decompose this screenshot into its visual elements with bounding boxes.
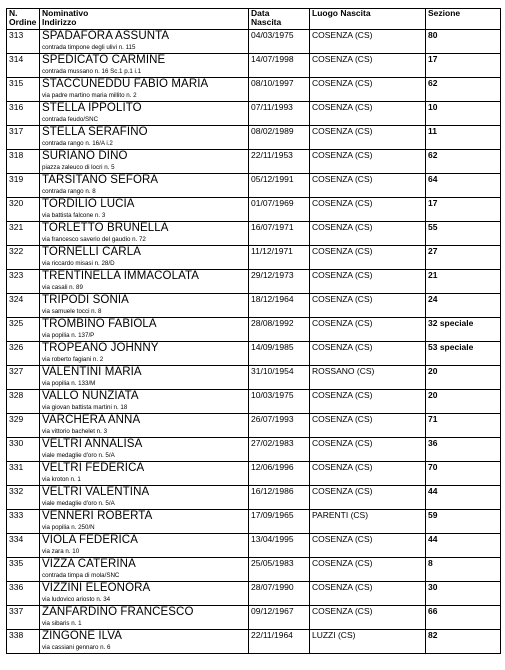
row-address: via riccardo misasi n. 28/D <box>42 260 115 267</box>
header-place-label: Luogo Nascita <box>312 8 371 18</box>
row-birth-date: 14/07/1998 <box>249 54 310 78</box>
row-section: 8 <box>426 558 501 582</box>
table-row <box>7 606 501 630</box>
row-section: 44 <box>426 534 501 558</box>
table-row <box>7 414 501 438</box>
row-name: VELTRI FEDERICA <box>42 462 145 474</box>
row-number: 317 <box>7 126 40 150</box>
row-name: STELLA IPPOLITO <box>42 102 142 114</box>
row-name-cell <box>40 246 249 270</box>
row-number: 336 <box>7 582 40 606</box>
row-birth-place: COSENZA (CS) <box>310 606 426 630</box>
row-birth-place: COSENZA (CS) <box>310 582 426 606</box>
row-name: STELLA SERAFINO <box>42 126 148 138</box>
row-birth-place: COSENZA (CS) <box>310 390 426 414</box>
table-row <box>7 246 501 270</box>
row-birth-date: 22/11/1953 <box>249 150 310 174</box>
row-birth-date: 14/09/1985 <box>249 342 310 366</box>
row-name: TROMBINO FABIOLA <box>42 318 157 330</box>
row-name: ZINGONE ILVA <box>42 630 123 642</box>
row-address: via popilia n. 133/M <box>42 380 96 387</box>
row-name: TORDILIO LUCIA <box>42 198 135 210</box>
row-section: 27 <box>426 246 501 270</box>
row-number: 326 <box>7 342 40 366</box>
row-number: 325 <box>7 318 40 342</box>
row-birth-date: 16/12/1986 <box>249 486 310 510</box>
row-section: 20 <box>426 390 501 414</box>
row-name: ZANFARDINO FRANCESCO <box>42 606 194 618</box>
row-number: 319 <box>7 174 40 198</box>
row-number: 333 <box>7 510 40 534</box>
row-address: via francesco saverio del gaudio n. 72 <box>42 236 146 243</box>
row-birth-place: COSENZA (CS) <box>310 222 426 246</box>
row-birth-place: ROSSANO (CS) <box>310 366 426 390</box>
row-address: contrada rango n. 16/A i.2 <box>42 140 113 147</box>
row-name-cell <box>40 582 249 606</box>
row-name: TORLETTO BRUNELLA <box>42 222 169 234</box>
row-birth-place: COSENZA (CS) <box>310 246 426 270</box>
row-number: 321 <box>7 222 40 246</box>
table-row <box>7 102 501 126</box>
row-birth-place: COSENZA (CS) <box>310 150 426 174</box>
row-birth-date: 05/12/1991 <box>249 174 310 198</box>
row-birth-date: 09/12/1967 <box>249 606 310 630</box>
row-name-cell <box>40 102 249 126</box>
row-birth-date: 31/10/1954 <box>249 366 310 390</box>
header-name-line1: Nominativo <box>42 8 89 18</box>
row-name: VIOLA FEDERICA <box>42 534 138 546</box>
row-address: via ludovico ariosto n. 34 <box>42 596 111 603</box>
row-section: 55 <box>426 222 501 246</box>
table-row <box>7 366 501 390</box>
table-row <box>7 390 501 414</box>
table-row <box>7 510 501 534</box>
row-number: 331 <box>7 462 40 486</box>
row-name: TROPEANO JOHNNY <box>42 342 159 354</box>
row-name-cell <box>40 174 249 198</box>
row-section: 17 <box>426 54 501 78</box>
table-row <box>7 198 501 222</box>
table-row <box>7 534 501 558</box>
row-birth-date: 26/07/1993 <box>249 414 310 438</box>
row-section: 30 <box>426 582 501 606</box>
row-birth-place: COSENZA (CS) <box>310 294 426 318</box>
row-address: contrada feudo/SNC <box>42 116 99 123</box>
table-row <box>7 222 501 246</box>
row-birth-date: 28/07/1990 <box>249 582 310 606</box>
row-address: via padre martino maria millito n. 2 <box>42 92 137 99</box>
row-birth-date: 28/08/1992 <box>249 318 310 342</box>
row-section: 44 <box>426 486 501 510</box>
row-birth-place: COSENZA (CS) <box>310 30 426 54</box>
row-number: 316 <box>7 102 40 126</box>
row-section: 62 <box>426 150 501 174</box>
header-number-line2: Ordine <box>9 17 37 27</box>
row-address: via cassiani gennaro n. 6 <box>42 644 111 651</box>
row-number: 324 <box>7 294 40 318</box>
row-name-cell <box>40 150 249 174</box>
row-address: contrada timpone degli ulivi n. 115 <box>42 44 136 51</box>
row-name: TORNELLI CARLA <box>42 246 141 258</box>
row-birth-date: 11/12/1971 <box>249 246 310 270</box>
row-name-cell <box>40 30 249 54</box>
row-birth-place: COSENZA (CS) <box>310 342 426 366</box>
header-name <box>40 9 249 30</box>
row-birth-place: COSENZA (CS) <box>310 558 426 582</box>
row-name: VELTRI ANNALISA <box>42 438 143 450</box>
row-name-cell <box>40 510 249 534</box>
table-row <box>7 462 501 486</box>
row-address: via samuele tocci n. 8 <box>42 308 102 315</box>
header-section <box>426 9 501 30</box>
row-number: 330 <box>7 438 40 462</box>
row-name-cell <box>40 342 249 366</box>
row-name-cell <box>40 462 249 486</box>
row-name-cell <box>40 126 249 150</box>
row-address: via giovan battista martini n. 18 <box>42 404 128 411</box>
row-name-cell <box>40 270 249 294</box>
row-birth-date: 22/11/1964 <box>249 630 310 654</box>
header-birth-place <box>310 9 426 30</box>
table-row <box>7 126 501 150</box>
row-birth-date: 29/12/1973 <box>249 270 310 294</box>
row-name-cell <box>40 438 249 462</box>
row-section: 36 <box>426 438 501 462</box>
table-row <box>7 78 501 102</box>
table-row <box>7 318 501 342</box>
table-body <box>7 30 501 654</box>
row-address: contrada rango n. 8 <box>42 188 96 195</box>
row-name-cell <box>40 198 249 222</box>
row-name: VIZZINI ELEONORA <box>42 582 151 594</box>
row-section: 71 <box>426 414 501 438</box>
row-number: 338 <box>7 630 40 654</box>
row-section: 32 speciale <box>426 318 501 342</box>
row-number: 327 <box>7 366 40 390</box>
row-birth-place: COSENZA (CS) <box>310 486 426 510</box>
row-birth-date: 07/11/1993 <box>249 102 310 126</box>
row-birth-date: 08/10/1997 <box>249 78 310 102</box>
table-header <box>7 9 501 30</box>
row-name: VALLO NUNZIATA <box>42 390 139 402</box>
header-number-line1: N. <box>9 8 18 18</box>
row-name-cell <box>40 558 249 582</box>
row-number: 313 <box>7 30 40 54</box>
table-row <box>7 630 501 654</box>
row-birth-date: 18/12/1964 <box>249 294 310 318</box>
row-section: 20 <box>426 366 501 390</box>
header-date-line1: Data <box>251 8 270 18</box>
row-birth-date: 12/06/1996 <box>249 462 310 486</box>
row-address: via popilia n. 250/N <box>42 524 95 531</box>
row-birth-date: 08/02/1989 <box>249 126 310 150</box>
table-row <box>7 294 501 318</box>
table-row <box>7 486 501 510</box>
row-section: 24 <box>426 294 501 318</box>
row-name: SPEDICATO CARMINE <box>42 54 166 66</box>
row-section: 70 <box>426 462 501 486</box>
row-birth-place: COSENZA (CS) <box>310 126 426 150</box>
header-date-line2: Nascita <box>251 17 282 27</box>
row-birth-place: COSENZA (CS) <box>310 414 426 438</box>
row-address: viale medaglie d'oro n. 5/A <box>42 452 115 459</box>
row-section: 53 speciale <box>426 342 501 366</box>
table-row <box>7 582 501 606</box>
header-number <box>7 9 40 30</box>
row-name-cell <box>40 534 249 558</box>
row-birth-date: 04/03/1975 <box>249 30 310 54</box>
row-number: 334 <box>7 534 40 558</box>
row-number: 337 <box>7 606 40 630</box>
row-address: via zara n. 10 <box>42 548 80 555</box>
row-name-cell <box>40 366 249 390</box>
row-number: 315 <box>7 78 40 102</box>
row-section: 17 <box>426 198 501 222</box>
row-section: 64 <box>426 174 501 198</box>
header-section-label: Sezione <box>428 8 461 18</box>
row-section: 21 <box>426 270 501 294</box>
row-birth-place: COSENZA (CS) <box>310 102 426 126</box>
row-birth-place: COSENZA (CS) <box>310 198 426 222</box>
row-address: via vittorio bachelet n. 3 <box>42 428 108 435</box>
row-birth-place: LUZZI (CS) <box>310 630 426 654</box>
row-name-cell <box>40 294 249 318</box>
table-row <box>7 30 501 54</box>
row-name-cell <box>40 222 249 246</box>
row-name-cell <box>40 414 249 438</box>
row-name: TRIPODI SONIA <box>42 294 129 306</box>
row-name-cell <box>40 630 249 654</box>
row-name: SURIANO DINO <box>42 150 128 162</box>
row-section: 10 <box>426 102 501 126</box>
row-birth-place: COSENZA (CS) <box>310 438 426 462</box>
row-name: VARCHERA ANNA <box>42 414 141 426</box>
row-section: 82 <box>426 630 501 654</box>
roster-table <box>6 8 501 654</box>
table-row <box>7 150 501 174</box>
row-birth-place: COSENZA (CS) <box>310 174 426 198</box>
row-address: contrada timpa di mola/SNC <box>42 572 120 579</box>
row-birth-place: COSENZA (CS) <box>310 270 426 294</box>
row-name: VIZZA CATERINA <box>42 558 136 570</box>
row-name-cell <box>40 78 249 102</box>
row-name-cell <box>40 318 249 342</box>
header-row <box>7 9 501 30</box>
row-number: 318 <box>7 150 40 174</box>
header-birth-date <box>249 9 310 30</box>
row-name: VENNERI ROBERTA <box>42 510 153 522</box>
row-name-cell <box>40 606 249 630</box>
row-name-cell <box>40 54 249 78</box>
row-name: VELTRI VALENTINA <box>42 486 150 498</box>
table-row <box>7 174 501 198</box>
row-address: via roberto fagiani n. 2 <box>42 356 104 363</box>
row-name: VALENTINI MARIA <box>42 366 142 378</box>
table-row <box>7 558 501 582</box>
row-birth-date: 25/05/1983 <box>249 558 310 582</box>
row-name: STACCUNEDDU FABIO MARIA <box>42 78 209 90</box>
row-birth-place: COSENZA (CS) <box>310 78 426 102</box>
row-birth-date: 10/03/1975 <box>249 390 310 414</box>
row-section: 66 <box>426 606 501 630</box>
table-row <box>7 438 501 462</box>
row-name-cell <box>40 390 249 414</box>
row-address: via casali n. 89 <box>42 284 83 291</box>
table-row <box>7 270 501 294</box>
row-name: SPADAFORA ASSUNTA <box>42 30 170 42</box>
row-birth-date: 17/09/1965 <box>249 510 310 534</box>
row-section: 80 <box>426 30 501 54</box>
row-section: 62 <box>426 78 501 102</box>
row-name: TRENTINELLA IMMACOLATA <box>42 270 200 282</box>
row-birth-date: 16/07/1971 <box>249 222 310 246</box>
row-address: via popilia n. 137/P <box>42 332 95 339</box>
row-address: via battista falcone n. 3 <box>42 212 106 219</box>
row-address: piazza zaleuco di locri n. 5 <box>42 164 115 171</box>
row-birth-place: COSENZA (CS) <box>310 534 426 558</box>
row-number: 320 <box>7 198 40 222</box>
row-number: 328 <box>7 390 40 414</box>
table-row <box>7 342 501 366</box>
row-number: 314 <box>7 54 40 78</box>
row-number: 332 <box>7 486 40 510</box>
row-number: 323 <box>7 270 40 294</box>
table-row <box>7 54 501 78</box>
row-birth-date: 01/07/1969 <box>249 198 310 222</box>
row-birth-place: COSENZA (CS) <box>310 462 426 486</box>
row-number: 329 <box>7 414 40 438</box>
row-birth-place: COSENZA (CS) <box>310 54 426 78</box>
row-address: viale medaglie d'oro n. 5/A <box>42 500 115 507</box>
row-address: via sibaris n. 1 <box>42 620 82 627</box>
row-name: TARSITANO SEFORA <box>42 174 159 186</box>
row-birth-place: PARENTI (CS) <box>310 510 426 534</box>
row-section: 11 <box>426 126 501 150</box>
row-address: via kroton n. 1 <box>42 476 81 483</box>
row-birth-date: 27/02/1983 <box>249 438 310 462</box>
row-birth-place: COSENZA (CS) <box>310 318 426 342</box>
row-section: 59 <box>426 510 501 534</box>
header-name-line2: Indirizzo <box>42 17 77 27</box>
row-address: contrada mussano n. 16 Sc.1 p.1 i.1 <box>42 68 142 75</box>
row-number: 335 <box>7 558 40 582</box>
row-number: 322 <box>7 246 40 270</box>
row-birth-date: 13/04/1995 <box>249 534 310 558</box>
row-name-cell <box>40 486 249 510</box>
document-page <box>6 8 500 654</box>
